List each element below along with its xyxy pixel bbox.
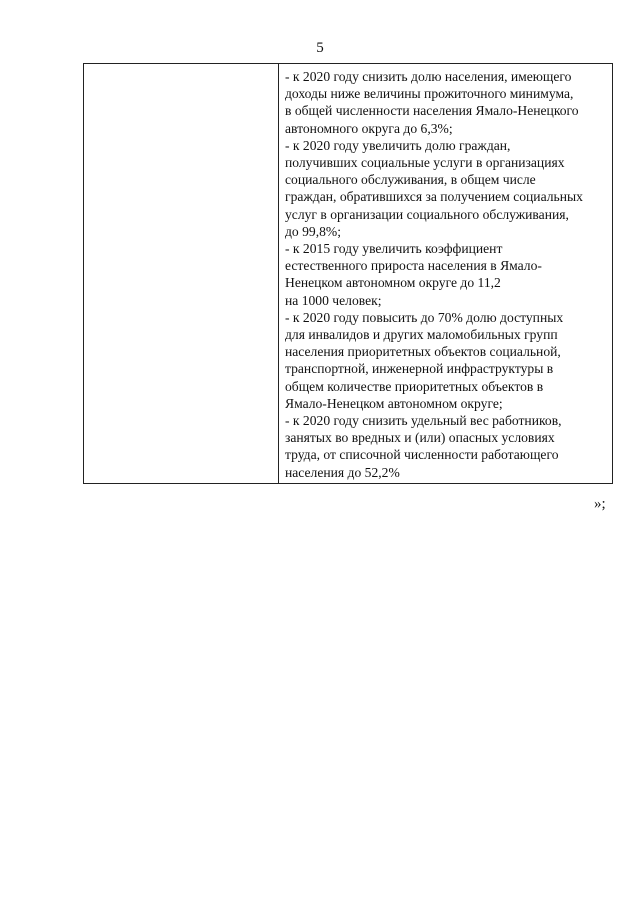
- table-left-cell: [84, 64, 279, 483]
- goal-item-accessibility: - к 2020 году повысить до 70% долю доступных для инвалидов и других маломобильных групп населения приоритетных объектов социальной, транспортной, инженерной инфраструктуры в общем количестве приоритетных объектов в Ямало-Ненецком автономном округе;: [285, 309, 564, 411]
- table-right-cell: [279, 64, 612, 483]
- goal-item-population-growth: - к 2015 году увеличить коэффициент естественного прироста населения в Ямало- Ненецком автономном округе до 11,2 на 1000 человек;: [285, 241, 542, 308]
- goal-item-working-conditions: - к 2020 году снизить удельный вес работников, занятых во вредных и (или) опасных условиях труда, от списочной численности работающего населения до 52,2%: [285, 413, 562, 480]
- closing-quote: »;: [594, 496, 606, 512]
- goal-item-social-services: - к 2020 году увеличить долю граждан, получивших социальные услуги в организациях социального обслуживания, в общем числе граждан, обратившихся за получением социальных услуг в организации социального обслуживания, до 99,8%;: [285, 137, 583, 239]
- goals-table: [83, 63, 613, 484]
- goal-item-poverty: - к 2020 году снизить долю населения, имеющего доходы ниже величины прожиточного минимума, в общей численности населения Ямало-Ненецкого автономного округа до 6,3%;: [285, 69, 579, 136]
- page-number: 5: [316, 40, 324, 56]
